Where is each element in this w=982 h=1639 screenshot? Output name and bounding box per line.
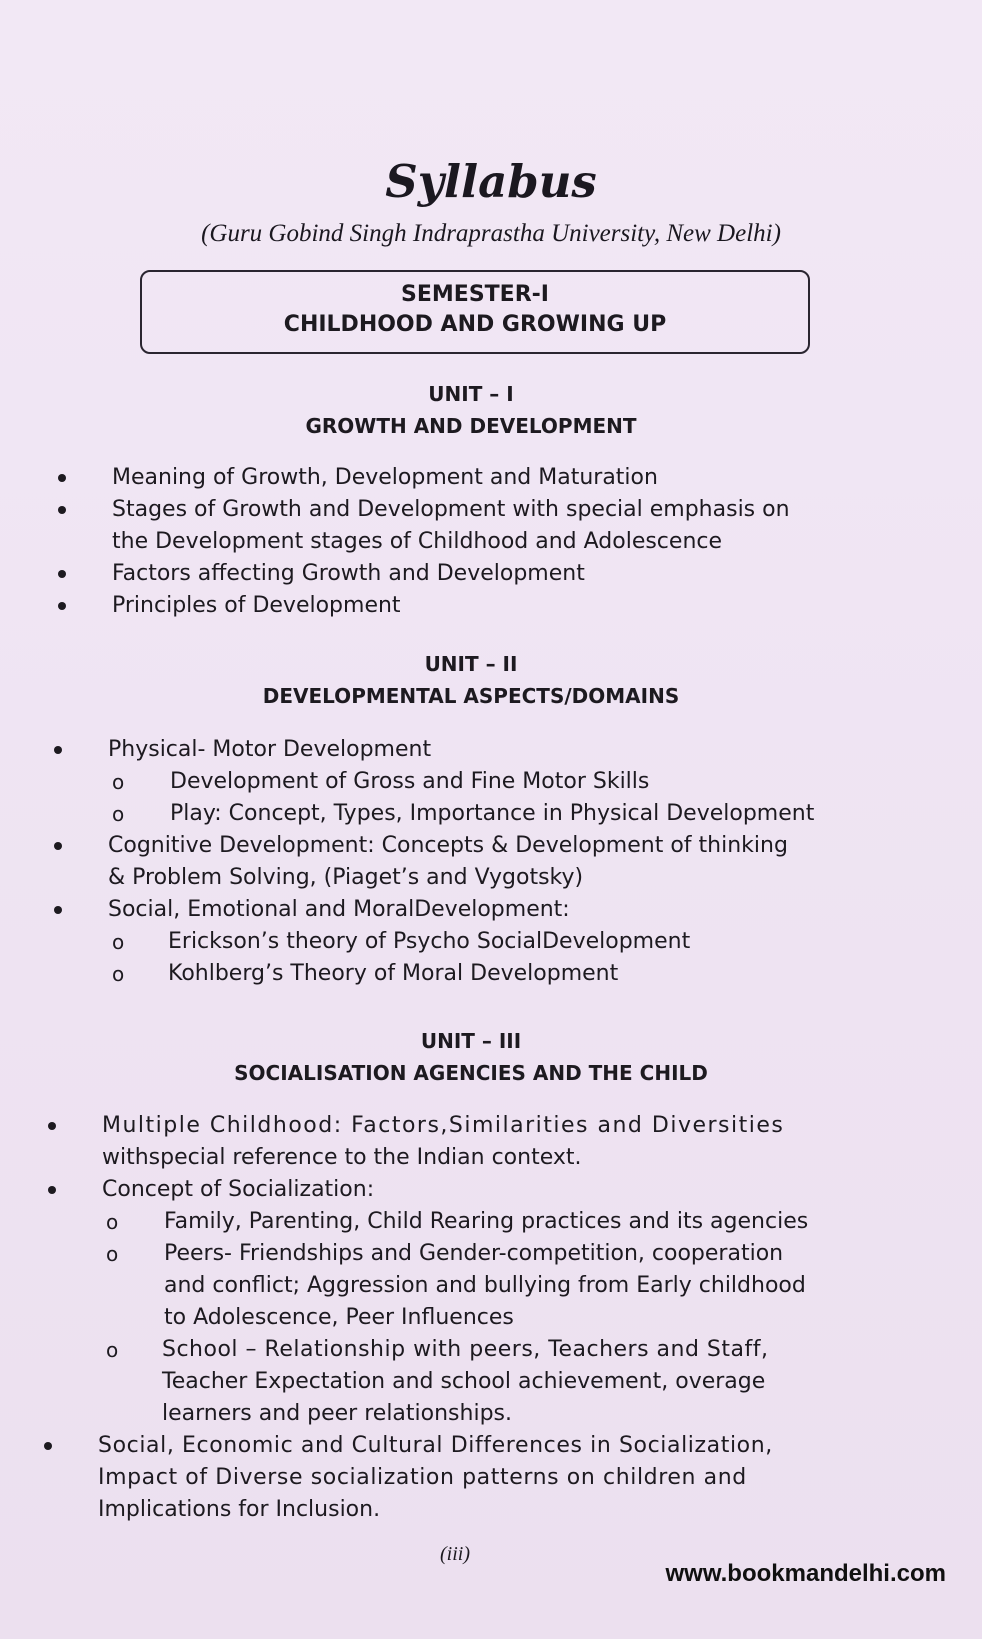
circle-marker-icon: o [112,962,125,986]
unit-number: UNIT – I [428,382,514,406]
unit-number: UNIT – II [424,652,518,676]
circle-marker-icon: o [106,1338,119,1362]
item-text: withspecial reference to the Indian context. [102,1145,582,1170]
unit-1-heading [0,378,942,442]
sub-list-item [0,1334,982,1430]
item-text: Physical- Motor Development [108,737,432,762]
sub-list-item [0,1238,982,1334]
unit-2-heading [0,648,942,712]
list-item [0,462,982,494]
list-item [0,734,982,766]
sub-item-text: School – Relationship with peers, Teachers and Staff, [162,1337,769,1362]
list-item [0,1174,982,1206]
bullet-icon [58,474,66,482]
unit-title: DEVELOPMENTAL ASPECTS/DOMAINS [262,684,680,708]
sub-item-text: Development of Gross and Fine Motor Skills [170,769,650,794]
item-text: Impact of Diverse socialization patterns on children and [98,1465,747,1490]
sub-item-text: Kohlberg’s Theory of Moral Development [168,961,619,986]
circle-marker-icon: o [106,1242,119,1266]
semester-box [140,270,810,354]
bullet-icon [48,1186,56,1194]
sub-list-item [0,766,982,798]
circle-marker-icon: o [112,930,125,954]
circle-marker-icon: o [112,770,125,794]
bullet-icon [44,1442,52,1450]
bullet-icon [54,842,62,850]
sub-item-text: Family, Parenting, Child Rearing practices and its agencies [164,1209,809,1234]
unit-title: SOCIALISATION AGENCIES AND THE CHILD [234,1061,708,1085]
bullet-icon [48,1122,56,1130]
circle-marker-icon: o [106,1210,119,1234]
unit-1-list [0,462,982,622]
bullet-icon [58,602,66,610]
course-title: CHILDHOOD AND GROWING UP [283,312,667,337]
list-item [0,830,982,894]
item-text: Social, Emotional and MoralDevelopment: [108,897,570,922]
unit-3-heading [0,1025,942,1089]
item-text: Stages of Growth and Development with special emphasis on [112,497,790,522]
item-text: Implications for Inclusion. [98,1497,381,1522]
item-text: Cognitive Development: Concepts & Development of thinking [108,833,788,858]
sub-item-text: learners and peer relationships. [162,1401,512,1426]
sub-item-text: to Adolescence, Peer Influences [164,1305,514,1330]
sub-item-text: Erickson’s theory of Psycho SocialDevelopment [168,929,691,954]
sub-list-item [0,926,982,958]
unit-3-list [0,1110,982,1526]
list-item [0,558,982,590]
sub-list-item [0,958,982,990]
list-item [0,1430,982,1526]
sub-item-text: Teacher Expectation and school achievement, overage [162,1369,766,1394]
sub-list-item [0,1206,982,1238]
item-text: the Development stages of Childhood and Adolescence [112,529,723,554]
sub-item-text: Peers- Friendships and Gender-competition, cooperation [164,1241,784,1266]
list-item [0,1110,982,1174]
bullet-icon [54,746,62,754]
sub-item-text: and conflict; Aggression and bullying from Early childhood [164,1273,806,1298]
sub-item-text: Play: Concept, Types, Importance in Physical Development [170,801,815,826]
page-subtitle: (Guru Gobind Singh Indraprastha University, New Delhi) [201,220,781,247]
bullet-icon [58,570,66,578]
circle-marker-icon: o [112,802,125,826]
item-text: Factors affecting Growth and Development [112,561,585,586]
item-text: Principles of Development [112,593,401,618]
unit-number: UNIT – III [420,1029,522,1053]
item-text: & Problem Solving, (Piaget’s and Vygotsky) [108,865,584,890]
item-text: Multiple Childhood: Factors,Similarities and Diversities [102,1113,785,1138]
page-number: (iii) [440,1543,470,1565]
list-item [0,894,982,926]
bullet-icon [54,906,62,914]
list-item [0,590,982,622]
page-title: Syllabus [385,155,597,208]
semester-label: SEMESTER-I [401,282,549,307]
list-item [0,494,982,558]
website-watermark: www.bookmandelhi.com [665,1560,946,1587]
item-text: Meaning of Growth, Development and Maturation [112,465,658,490]
sub-list-item [0,798,982,830]
item-text: Social, Economic and Cultural Differences in Socialization, [98,1433,773,1458]
unit-2-list [0,734,982,990]
unit-title: GROWTH AND DEVELOPMENT [305,414,637,438]
bullet-icon [58,506,66,514]
item-text: Concept of Socialization: [102,1177,375,1202]
